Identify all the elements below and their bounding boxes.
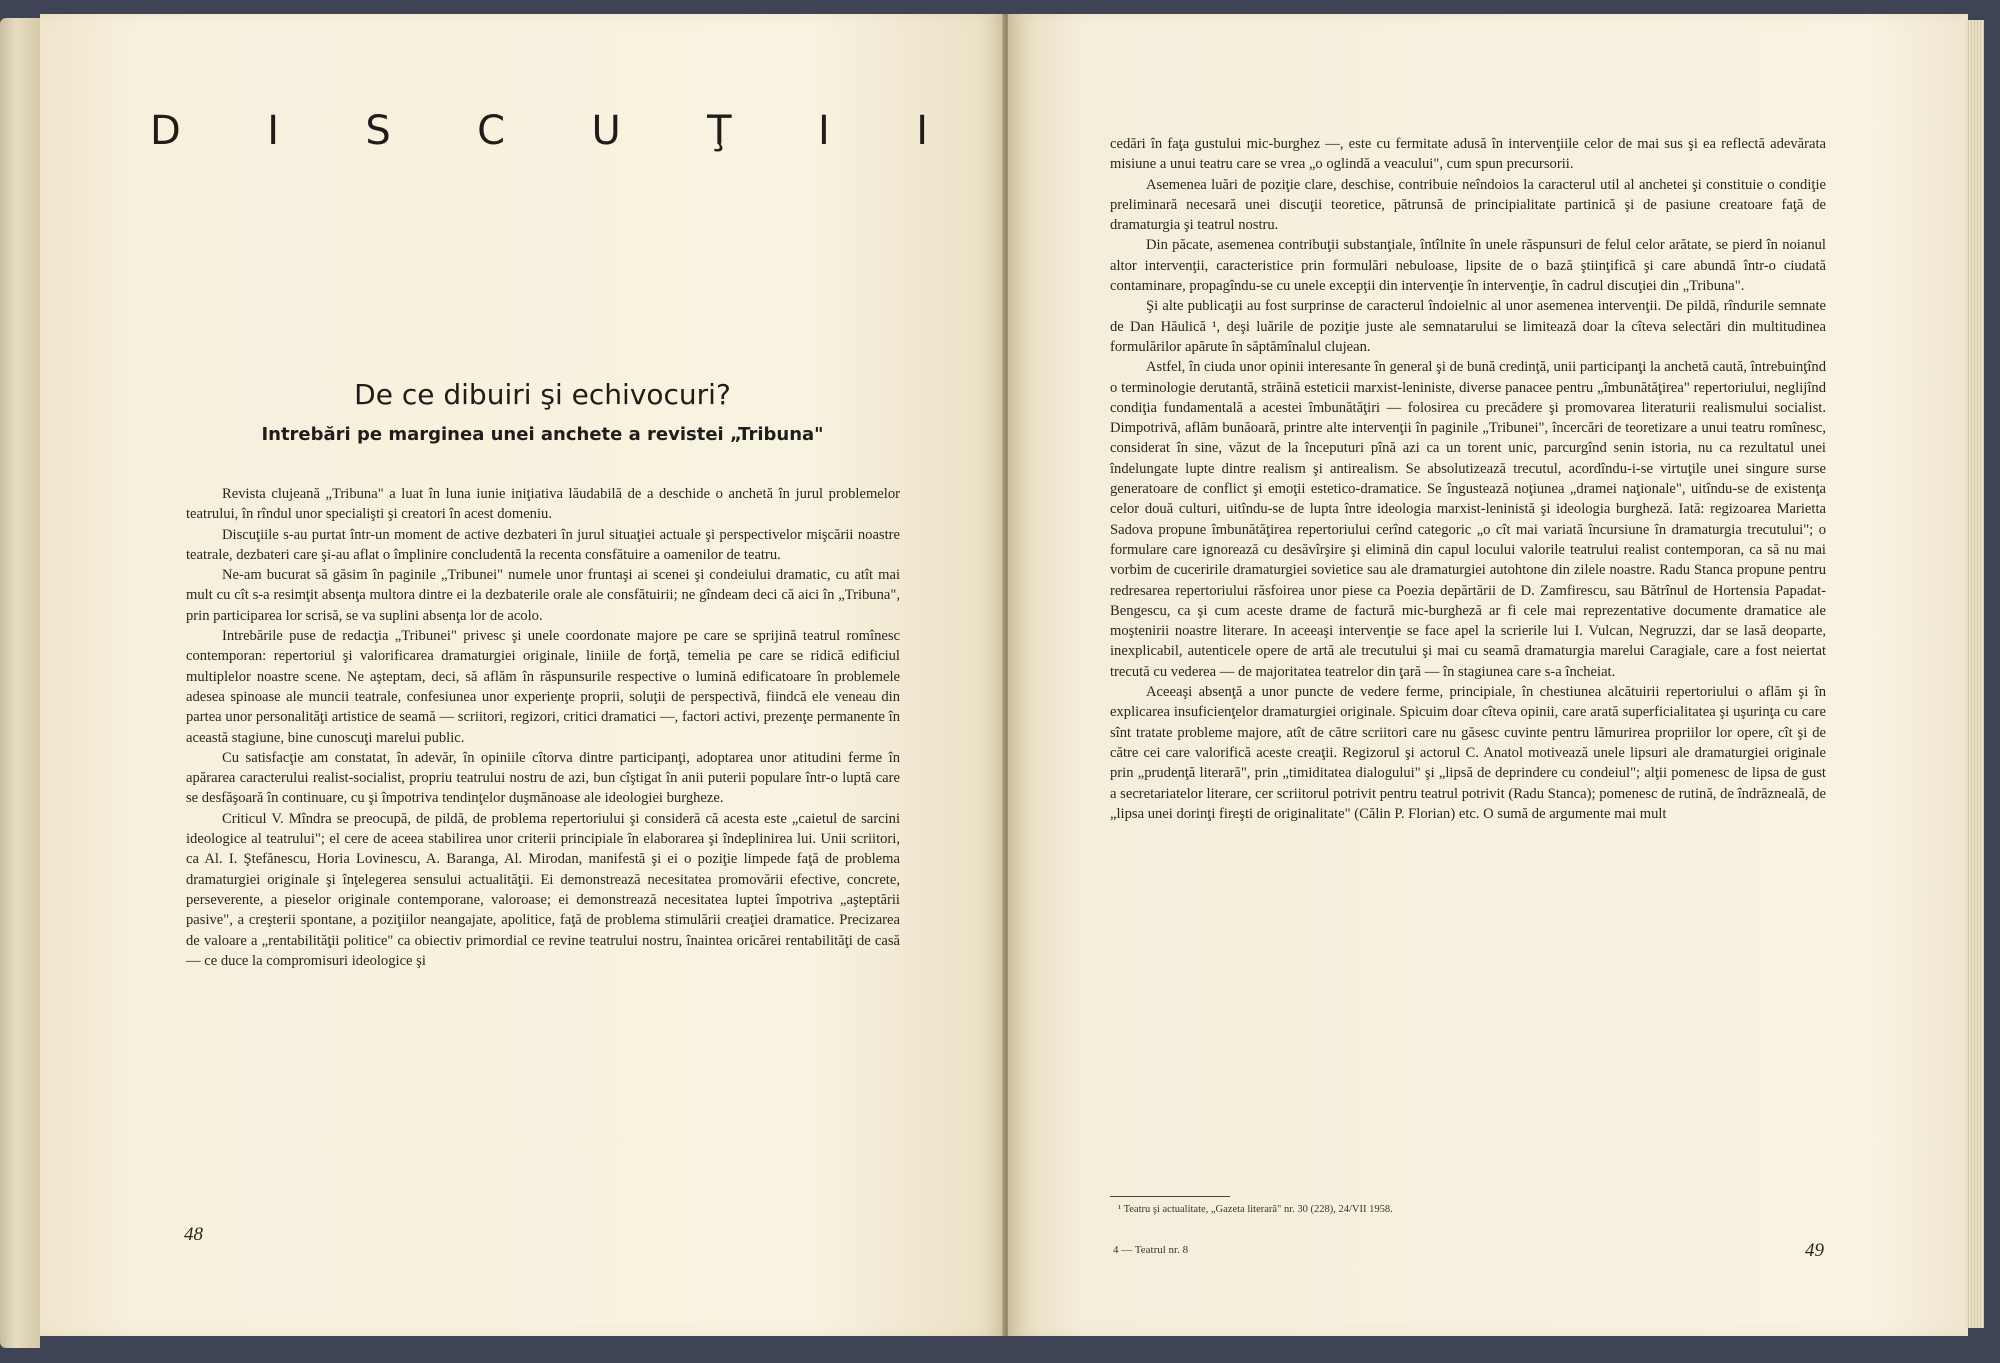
page-number-left: 48 — [184, 1224, 203, 1245]
paragraph: Criticul V. Mîndra se preocupă, de pildă, de problema repertoriului şi consideră că acesta este „caietul de sarcini ideologice al teatrului"; el cere de aceea stabilirea unor criterii principiale în elaborarea şi îndeplinirea lui. Unii scriitori, ca Al. I. Ştefănescu, Horia Lovinescu, A. Baranga, Al. Mirodan, manifestă şi ei o poziţie limpede faţă de problema dramaturgiei originale şi înţelegerea sensului actualităţii. Ei demonstrează necesitatea promovării efective, concrete, perseverente, a pieselor originale contemporane, valoroase; ei demonstrează necesitatea luptei împotriva „aşteptării pasive", a creşterii spontane, a poziţiilor neangajate, apolitice, faţă de problema stimulării creaţiei dramatice. Precizarea de valoare a „rentabilităţii politice" ca obiectiv primordial ce revine teatrului nostru, înaintea oricărei rentabilităţi de casă — ce duce la compromisuri ideologice şi — [186, 810, 900, 969]
paragraph: cedări în faţa gustului mic-burghez —, este cu fermitate adusă în intervenţiile celor de mai sus şi ea reflectă adevărata misiune a unui teatru care se vrea „o oglindă a veacului", cum spun precursorii. — [1110, 136, 1826, 173]
left-page-body — [186, 484, 900, 971]
footnote: ¹ Teatru şi actualitate, „Gazeta literară" nr. 30 (228), 24/VII 1958. — [1118, 1204, 1393, 1215]
section-letter: C — [477, 108, 508, 154]
paragraph: Intrebările puse de redacţia „Tribunei" privesc şi unele coordonate majore pe care se sprijină teatrul romînesc contemporan: repertoriul şi valorificarea dramaturgiei originale, liniile de forţă, temelia pe care se ridică edificiul multiplelor noastre scene. Ne aşteptam, deci, să aflăm în răspunsurile respective o lumină edificatoare în problemele adesea spinoase ale muncii teatrale, confesiunea unor experienţe proprii, soluţii de perspectivă, fiindcă ele veneau din partea unor personalităţi artistice de seamă — scriitori, regizori, critici dramatici —, factori activi, prezenţe permanente în această stagiune, bine cunoscuţi marelui public. — [186, 628, 900, 746]
paragraph: Cu satisfacţie am constatat, în adevăr, în opiniile cîtorva dintre participanţi, adoptarea unor atitudini ferme în apărarea caracterului realist-socialist, propriu teatrului nostru de azi, bun cîştigat în anii puterii populare într-o luptă care se desfăşoară în continuare, cu şi împotriva tendinţelor duşmănoase ale ideologiei burgheze. — [186, 749, 900, 807]
paragraph: Din păcate, asemenea contribuţii substanţiale, întîlnite în unele răspunsuri de felul celor arătate, se pierd în noianul altor intervenţii, caracteristice prin formulări nebuloase, lipsite de o bază ştiinţifică şi care abundă într-o ciudată contaminare, propagîndu-se cu unele excepţii din intervenţie în intervenţie, în cadrul discuţiei din „Tribuna". — [1110, 237, 1826, 295]
printer-signature: 4 — Teatrul nr. 8 — [1113, 1244, 1189, 1256]
paragraph: Aceeaşi absenţă a unor puncte de vedere ferme, principiale, în chestiunea alcătuirii repertoriului o aflăm şi în explicarea insuficienţelor dramaturgiei originale. Spicuim doar cîteva opinii, care arată superficialitatea şi uşurinţa cu care sînt tratate probleme majore, atît de către scriitori care nu găsesc cuvinte pentru lămurirea propriilor lor opere, cît şi de către cei care valorifică aceste creaţii. Regizorul şi actorul C. Anatol motivează unele lipsuri ale dramaturgiei originale prin „prudenţă literară", prin „timiditatea dialogului" şi „lipsă de deprindere cu condeiul"; alţii pomenesc de lipsa de gust a secretariatelor literare, cer scriitorul potrivit pentru teatrul potrivit (Radu Stanca); pomenesc de rutină, de îndrăzneală, de „lipsa unei dorinţi fireşti de originalitate" (Călin P. Florian) etc. O sumă de argumente mai mult — [1110, 684, 1826, 822]
section-letter: I — [818, 108, 832, 154]
paragraph: Astfel, în ciuda unor opinii interesante în general şi de bună credinţă, unii participanţi la anchetă caută, întrebuinţînd o terminologie derutantă, străină esteticii marxist-leniniste, diverse panacee pentru „îmbunătăţirea" repertoriului, neglijînd condiţia fundamentală a acestei îmbunătăţiri — folosirea cu precădere şi promovarea literaturii realismului socialist. Dimpotrivă, aflăm bunăoară, printre alte intervenţii în paginile „Tribunei", încercări de teoretizare a unui teatru romînesc, considerat în sine, văzut de la începuturi pînă azi ca un torent unic, parcurgînd senin istoria, nu ca rezultatul unei îndelungate lupte dintre realism şi antirealism. Se absolutizează trecutul, acordîndu-i-se virtuţile unei singure surse generatoare de conflict şi emoţii estetico-dramatice. Se îngustează noţiunea „dramei naţionale", uitîndu-se de existenţa celor două culturi, uitîndu-se de lupta între ideologia marxist-leninistă şi ideologia burgheză. Iată: regizoarea Marietta Sadova propune îmbunătăţirea repertoriului cerînd categoric „o cît mai variată încursiune în dramaturgia trecutului"; o formulare care ignorează cu desăvîrşire şi elimină din capul locului valorile teatrului realist contemporan, ca să nu mai vorbim de cuceririle dramaturgiei sovietice sau ale dramaturgiei autohtone din zilele noastre. Radu Stanca propune pentru redresarea repertoriului răsfoirea unor piese ca Poezia depărtării de D. Zamfirescu, sau Bătrînul de Hortensia Papadat-Bengescu, ca şi cum aceste drame de factură mic-burgheză ar fi cele mai reprezentative documente dramatice ale moştenirii noastre literare. In aceeaşi intervenţie se face apel la scrierile lui I. Vulcan, Negruzzi, dar se lasă deoparte, inexplicabil, autenticele opere de artă ale trecutului şi mai cu seamă dramaturgia marelui Caragiale, care a fost neiertat trecută cu vederea — de majoritatea teatrelor din ţară — în stagiunea care s-a încheiat. — [1110, 359, 1826, 680]
book-cover-edge — [0, 18, 40, 1348]
paragraph: Revista clujeană „Tribuna" a luat în luna iunie iniţiativa lăudabilă de a deschide o anchetă în jurul problemelor teatrului, în rîndul unor specialişti şi creatori în acest domeniu. — [186, 486, 900, 523]
article-subtitle: Intrebări pe marginea unei anchete a revistei „Tribuna" — [261, 424, 824, 445]
section-letter: S — [365, 108, 393, 154]
section-letter: Ţ — [707, 108, 734, 154]
paragraph: Ne-am bucurat să găsim în paginile „Tribunei" numele unor fruntaşi ai scenei şi condeiului dramatic, cu atît mai mult cu cît s-a resimţit absenţa multora dintre ei la dezbaterile orale ale consfătuirii; ne gîndeam deci că aici în „Tribuna", prin participarea lor scrisă, se va suplini absenţa lor de acolo. — [186, 567, 900, 624]
right-page-body — [1110, 134, 1826, 824]
section-letter: U — [591, 108, 623, 154]
article-title: De ce dibuiri şi echivocuri? — [354, 378, 731, 411]
paragraph: Discuţiile s-au purtat într-un moment de active dezbateri în jurul situaţiei actuale şi perspectivelor mişcării noastre teatrale, dezbateri care şi-au aflat o împlinire concludentă la recenta consfătuire a oamenilor de teatru. — [186, 526, 900, 563]
section-heading — [150, 108, 930, 154]
page-number-right: 49 — [1805, 1240, 1824, 1261]
paragraph: Şi alte publicaţii au fost surprinse de caracterul îndoielnic al unor asemenea intervenţii. De pildă, rîndurile semnate de Dan Hăulică ¹, deşi luările de poziţie juste ale semnatarului se limitează doar la cîteva selectări din multitudinea formulărilor apărute în săptămînalul clujean. — [1110, 298, 1826, 355]
section-letter: I — [267, 108, 281, 154]
page-edges — [1966, 20, 1984, 1328]
section-letter: I — [916, 108, 930, 154]
section-letter: D — [150, 108, 183, 154]
footnote-rule — [1110, 1196, 1230, 1197]
paragraph: Asemenea luări de poziţie clare, deschise, contribuie neîndoios la caracterul util al anchetei şi constituie o condiţie preliminară necesară unei discuţii teoretice, pătrunsă de principialitate partinică şi de pasiune creatoare faţă de dramaturgia şi teatrul nostru. — [1110, 176, 1826, 234]
